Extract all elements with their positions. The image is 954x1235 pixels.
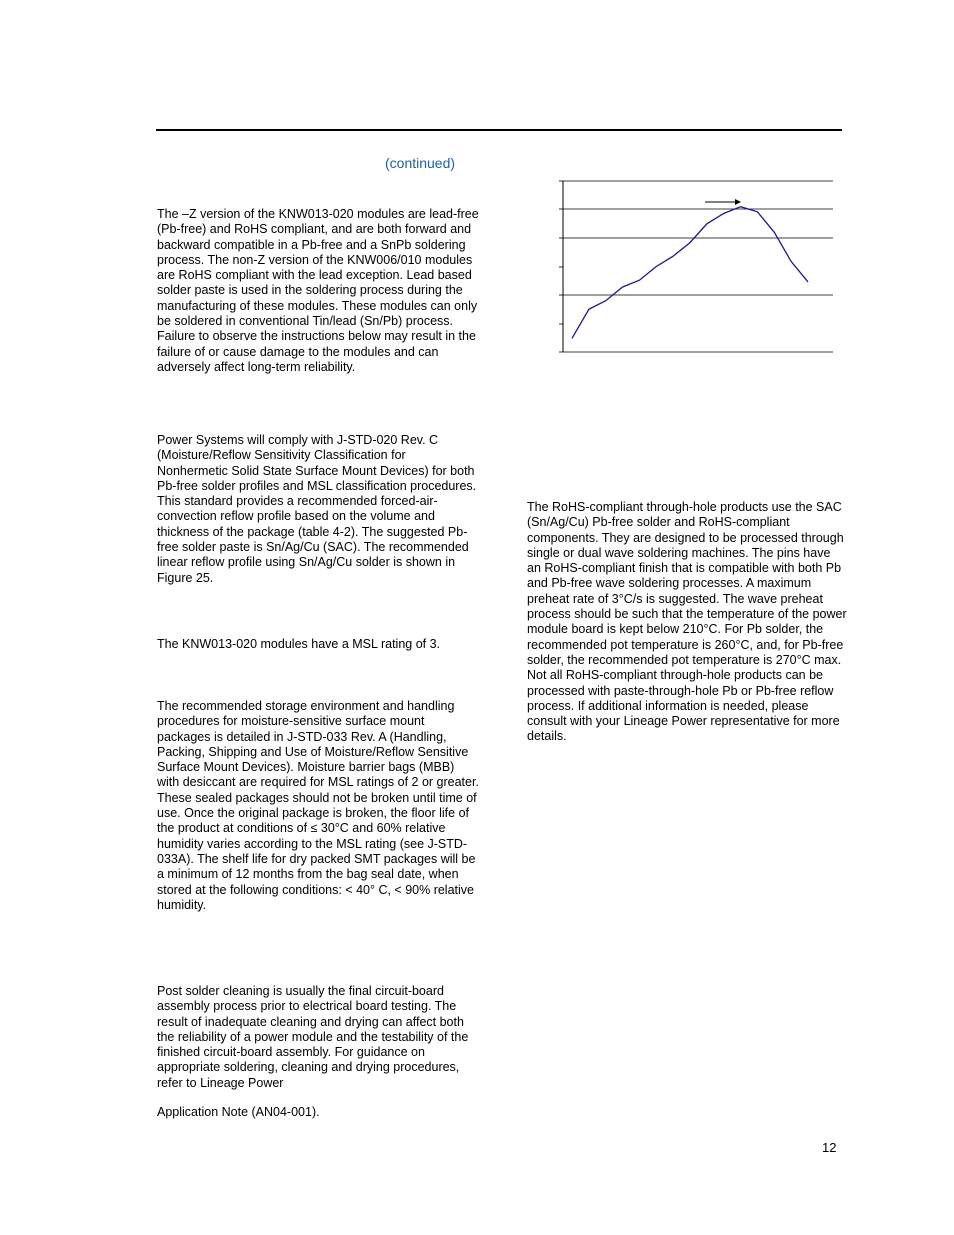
reflow-profile-chart	[555, 175, 840, 360]
peak-arrow-head	[735, 199, 741, 205]
lead-free-paragraph: The –Z version of the KNW013-020 modules are lead-free (Pb-free) and RoHS compliant, and are both forward and backward compatible in a Pb-free and a SnPb soldering process. The non-Z version of the KNW006/010 modules are RoHS compliant with the lead exception. Lead based solder paste is used in the soldering process during the manufacturing of these modules. These modules can only be soldered in conventional Tin/lead (Sn/Pb) process. Failure to observe the instructions below may result in the failure of or cause damage to the modules and can adversely affect long-term reliability.	[157, 207, 479, 374]
pb-free-reflow-paragraph: Power Systems will comply with J-STD-020 Rev. C (Moisture/Reflow Sensitivity Classification for Nonhermetic Solid State Surface Mount Devices) for both Pb-free solder profiles and MSL classification procedures. This standard provides a recommended forced-air-convection reflow profile based on the volume and thickness of the package (table 4-2). The suggested Pb-free solder paste is Sn/Ag/Cu (SAC). The recommended linear reflow profile using Sn/Ag/Cu solder is shown in Figure 25.	[157, 433, 477, 585]
through-hole-paragraph: The RoHS-compliant through-hole products use the SAC (Sn/Ag/Cu) Pb-free solder and RoHS-compliant components. They are designed to be processed through single or dual wave soldering machines. The pins have an RoHS-compliant finish that is compatible with both Pb and Pb-free wave soldering processes. A maximum preheat rate of 3°C/s is suggested. The wave preheat process should be such that the temperature of the power module board is kept below 210°C. For Pb solder, the recommended pot temperature is 260°C, and, for Pb-free solder, the recommended pot temperature is 270°C max. Not all RoHS-compliant through-hole products can be processed with paste-through-hole Pb or Pb-free reflow process. If additional information is needed, please consult with your Lineage Power representative for more details.	[527, 500, 847, 744]
application-note-paragraph: Application Note (AN04-001).	[157, 1105, 320, 1119]
section-continued-label: (continued)	[385, 155, 456, 171]
chart-grid	[563, 181, 833, 352]
page-number: 12	[822, 1140, 837, 1155]
storage-handling-paragraph: The recommended storage environment and handling procedures for moisture-sensitive surface mount packages is detailed in J-STD-033 Rev. A (Handling, Packing, Shipping and Use of Moisture/Reflow Sensitive Surface Mount Devices). Moisture barrier bags (MBB) with desiccant are required for MSL ratings of 2 or greater. These sealed packages should not be broken until time of use. Once the original package is broken, the floor life of the product at conditions of ≤ 30°C and 60% relative humidity varies according to the MSL rating (see J-STD-033A). The shelf life for dry packed SMT packages will be a minimum of 12 months from the bag seal date, when stored at the following conditions: < 40° C, < 90% relative humidity.	[157, 699, 479, 912]
header-rule	[156, 129, 842, 131]
reflow-profile-curve	[572, 207, 808, 339]
peak-arrow	[705, 199, 741, 205]
cleaning-paragraph: Post solder cleaning is usually the final circuit-board assembly process prior to electrical board testing. The result of inadequate cleaning and drying can affect both the reliability of a power module and the testability of the finished circuit-board assembly. For guidance on appropriate soldering, cleaning and drying procedures, refer to Lineage Power	[157, 984, 469, 1090]
msl-paragraph: The KNW013-020 modules have a MSL rating of 3.	[157, 637, 441, 651]
chart-axis-ticks	[559, 181, 563, 352]
